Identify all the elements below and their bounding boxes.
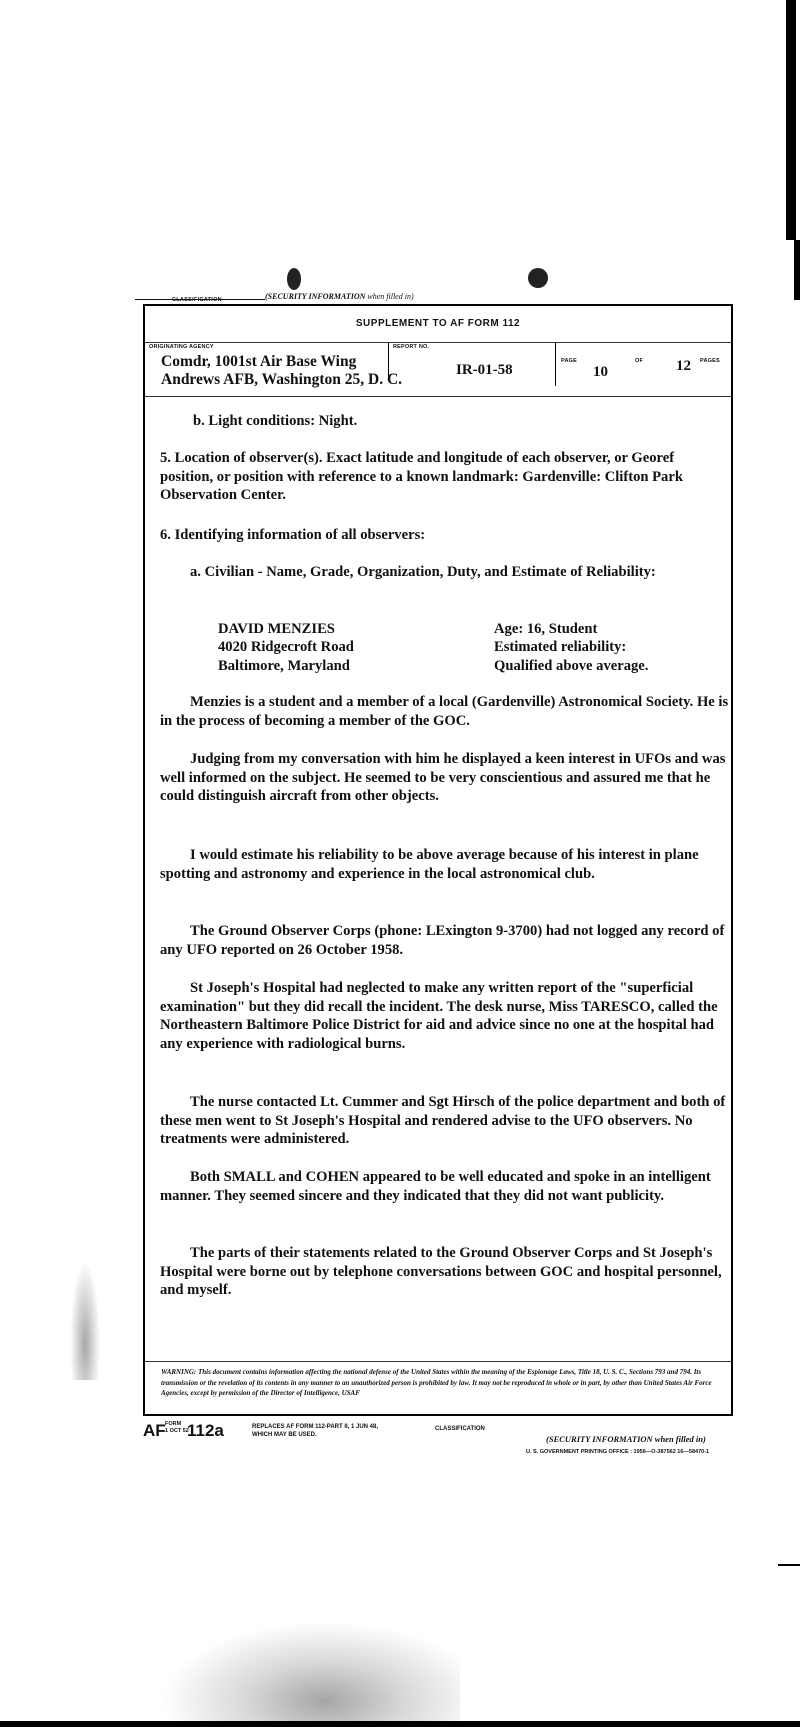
scan-edge-mark [778,1564,800,1566]
security-info-header [265,292,414,301]
classification-label: CLASSIFICATION [172,297,222,303]
scan-edge-right [786,0,796,240]
replaces-line-2: WHICH MAY BE USED. [252,1431,317,1438]
observer-age: Age: 16, Student [494,621,598,637]
footer-form-number: 112a [187,1421,224,1440]
page-number: 10 [593,364,608,380]
of-label: OF [635,358,644,364]
footer-replaces [252,1424,378,1439]
observer-details [218,620,354,675]
page-label: PAGE [561,358,577,364]
paragraph: St Joseph's Hospital had neglected to make any written report of the "superficial examination" but they did recall the incident. The desk nurse, Miss TARESCO, called the Northeastern Baltimore Police District for aid and advice since no one at the hospital had any experience with radiological burns. [160,980,718,1052]
item-6-heading: 6. Identifying information of all observers: [160,527,426,543]
footer-printing-office: U. S. GOVERNMENT PRINTING OFFICE : 1956—O-387562 16—58470-1 [526,1449,710,1455]
footer-security-info: (SECURITY INFORMATION when filled in) [546,1434,706,1444]
paragraph: I would estimate his reliability to be above average because of his interest in plane spotting and astronomy and experience in the local astronomical club. [160,847,699,882]
reliability-label: Estimated reliability: [494,639,627,656]
report-number: IR-01-58 [456,362,513,378]
reliability-value: Qualified above average. [494,657,649,674]
scan-edge-right [794,240,800,300]
paragraph: Both SMALL and COHEN appeared to be well educated and spoke in an intelligent manner. They seemed sincere and they indicated that they did not want publicity. [160,1169,711,1204]
punch-hole-icon [528,268,548,288]
divider [555,342,556,386]
punch-hole-icon [287,268,301,290]
agency-line-2: Andrews AFB, Washington 25, D. C. [161,371,403,388]
observer-address-2: Baltimore, Maryland [218,657,350,674]
agency-line-1: Comdr, 1001st Air Base Wing [161,353,357,370]
scan-speckle [70,1260,100,1380]
observer-reliability [494,620,648,675]
footer-classification: CLASSIFICATION [435,1426,485,1432]
paragraph: Menzies is a student and a member of a local (Gardenville) Astronomical Society. He is in the process of becoming a member of the GOC. [160,694,729,729]
footer-af: AF [143,1421,166,1440]
pages-label: PAGES [700,358,720,364]
item-5-location: 5. Location of observer(s). Exact latitude and longitude of each observer, or Georef position, or position with reference to a known landmark: Gardenville: Clifton Park Observation Center. [160,450,683,504]
scan-speckle [160,1621,460,1721]
replaces-line-1: REPLACES AF FORM 112-PART II, 1 JUN 48, [252,1424,379,1430]
originating-agency-label: ORIGINATING AGENCY [149,344,214,350]
warning-box [145,1361,731,1414]
observer-name: DAVID MENZIES [218,621,335,637]
total-pages: 12 [676,358,691,374]
paragraph: The Ground Observer Corps (phone: LExington 9-3700) had not logged any record of any UFO reported on 26 October 1958. [160,923,725,958]
paragraph: The nurse contacted Lt. Cummer and Sgt Hirsch of the police department and both of these men went to St Joseph's Hospital and rendered advise to the UFO observers. No treatments were administered. [160,1094,726,1148]
security-info-suffix: when filled in) [367,292,414,301]
form-title: SUPPLEMENT TO AF FORM 112 [145,306,731,343]
scan-edge-bottom [0,1721,800,1727]
paragraph: Judging from my conversation with him he displayed a keen interest in UFOs and was well informed on the subject. He seemed to be very conscientious and assured me that he could distinguish aircraft from other objects. [160,751,726,805]
originating-agency [161,353,402,389]
warning-text: WARNING: This document contains information affecting the national defense of the United States within the meaning of the Espionage Laws, Title 18, U. S. C., Sections 793 and 794. Its transmission or the revelation of its contents in any manner to an unauthorized person is prohibited by law. It may not be reproduced in whole or in part, by other than United States Air Force Agencies, except by permission of the Director of Intelligence, USAF [161,1368,712,1397]
paragraph: The parts of their statements related to the Ground Observer Corps and St Joseph's Hospital were borne out by telephone conversations between GOC and hospital personnel, and myself. [160,1245,722,1299]
footer-date: 1 OCT 52 [165,1428,189,1434]
item-6a-civilian: a. Civilian - Name, Grade, Organization, Duty, and Estimate of Reliability: [190,564,656,580]
light-conditions: b. Light conditions: Night. [193,413,358,429]
observer-address-1: 4020 Ridgecroft Road [218,639,354,656]
form-header-row [145,342,731,397]
footer-form-label: FORM [165,1421,182,1427]
report-no-label: REPORT NO. [393,344,430,350]
security-info-text: (SECURITY INFORMATION [265,292,366,301]
footer-form-date [165,1421,189,1435]
